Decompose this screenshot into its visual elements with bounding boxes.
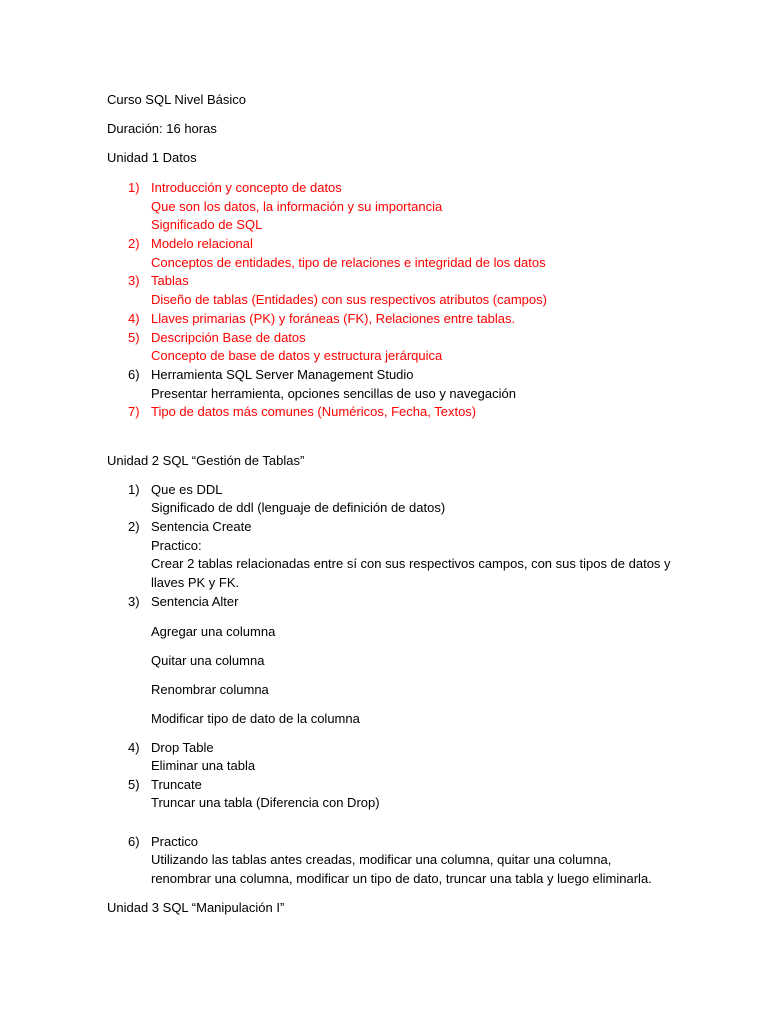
unit2-heading: Unidad 2 SQL “Gestión de Tablas” xyxy=(107,453,305,468)
unit1-item-line: Introducción y concepto de datos xyxy=(151,180,342,195)
unit2-item-line: Sentencia Create xyxy=(151,519,252,534)
unit2-item-line: Practico: xyxy=(151,538,202,553)
unit1-item-line: Presentar herramienta, opciones sencillas de uso y navegación xyxy=(151,386,516,401)
course-title: Curso SQL Nivel Básico xyxy=(107,92,246,107)
unit2-item-number: 4) xyxy=(128,740,140,755)
unit2-item-line: Truncate xyxy=(151,777,202,792)
unit2-item-line: Utilizando las tablas antes creadas, modificar una columna, quitar una columna, xyxy=(151,852,612,867)
unit1-item-line: Tipo de datos más comunes (Numéricos, Fecha, Textos) xyxy=(151,404,477,419)
unit2-item-number: 5) xyxy=(128,777,140,792)
unit1-item-line: Diseño de tablas (Entidades) con sus respectivos atributos (campos) xyxy=(151,292,547,307)
unit1-item-line: Herramienta SQL Server Management Studio xyxy=(151,367,414,382)
unit2-item-line: Significado de ddl (lenguaje de definición de datos) xyxy=(151,500,446,515)
unit1-item-number: 2) xyxy=(128,236,140,251)
unit1-item-number: 4) xyxy=(128,311,140,326)
unit2-item-number: 1) xyxy=(128,482,140,497)
unit3-heading: Unidad 3 SQL “Manipulación I” xyxy=(107,900,285,915)
unit1-item-number: 1) xyxy=(128,180,140,195)
alter-subitem: Quitar una columna xyxy=(151,653,265,668)
unit2-item-line: Drop Table xyxy=(151,740,214,755)
unit2-item-line: Practico xyxy=(151,834,198,849)
unit2-item-line: renombrar una columna, modificar un tipo de dato, truncar una tabla y luego eliminarla. xyxy=(151,871,652,886)
unit1-item-line: Concepto de base de datos y estructura jerárquica xyxy=(151,348,443,363)
unit2-item-number: 6) xyxy=(128,834,140,849)
unit2-item-line: Truncar una tabla (Diferencia con Drop) xyxy=(151,795,380,810)
unit2-item-number: 3) xyxy=(128,594,140,609)
unit2-item-line: Eliminar una tabla xyxy=(151,758,256,773)
unit2-item-line: Sentencia Alter xyxy=(151,594,239,609)
unit1-item-line: Modelo relacional xyxy=(151,236,253,251)
unit1-heading: Unidad 1 Datos xyxy=(107,150,197,165)
unit2-item-number: 2) xyxy=(128,519,140,534)
unit1-item-line: Significado de SQL xyxy=(151,217,263,232)
alter-subitem: Renombrar columna xyxy=(151,682,269,697)
unit1-item-line: Tablas xyxy=(151,273,189,288)
unit1-item-line: Descripción Base de datos xyxy=(151,330,306,345)
unit2-item-line: Crear 2 tablas relacionadas entre sí con sus respectivos campos, con sus tipos de datos y xyxy=(151,556,671,571)
unit1-item-line: Llaves primarias (PK) y foráneas (FK), Relaciones entre tablas. xyxy=(151,311,516,326)
unit1-item-number: 5) xyxy=(128,330,140,345)
unit1-item-number: 7) xyxy=(128,404,140,419)
alter-subitem: Modificar tipo de dato de la columna xyxy=(151,711,360,726)
unit1-item-line: Que son los datos, la información y su importancia xyxy=(151,199,443,214)
unit1-item-number: 3) xyxy=(128,273,140,288)
alter-subitem: Agregar una columna xyxy=(151,624,276,639)
unit2-item-line: Que es DDL xyxy=(151,482,223,497)
course-duration: Duración: 16 horas xyxy=(107,121,217,136)
unit2-item-line: llaves PK y FK. xyxy=(151,575,240,590)
unit1-item-line: Conceptos de entidades, tipo de relaciones e integridad de los datos xyxy=(151,255,546,270)
unit1-item-number: 6) xyxy=(128,367,140,382)
